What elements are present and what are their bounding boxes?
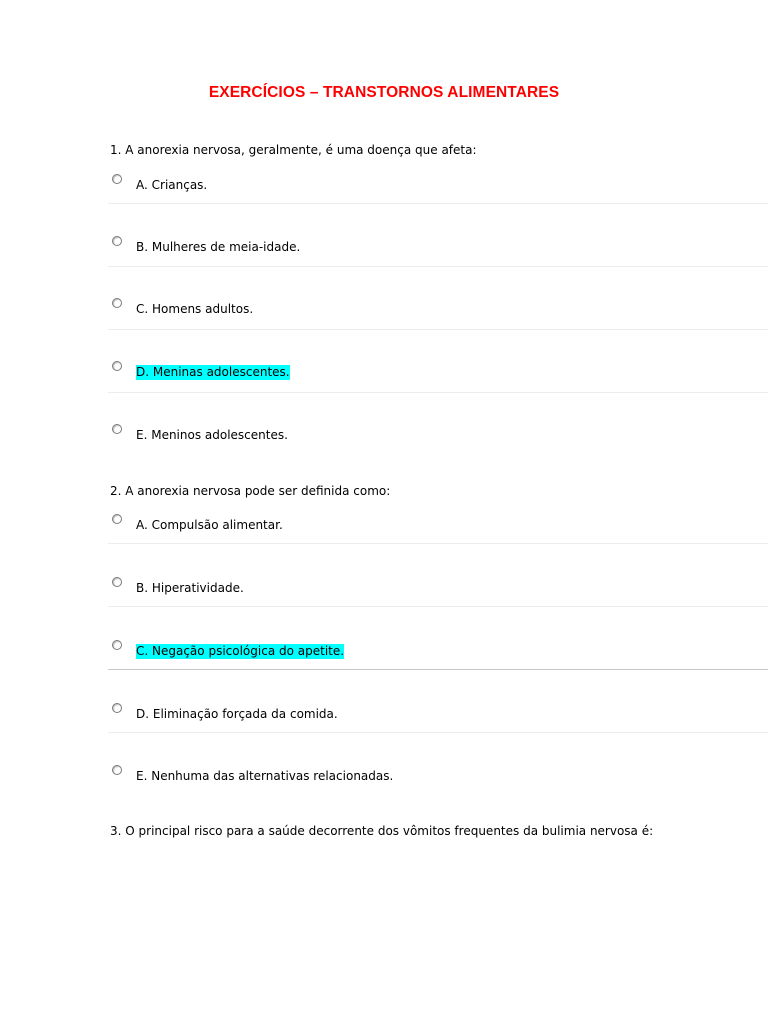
radio-button-icon[interactable] [112, 514, 122, 524]
q1-option-c[interactable] [108, 298, 768, 360]
divider [108, 606, 768, 607]
option-label: B. Hiperatividade. [136, 581, 244, 595]
option-label: A. Compulsão alimentar. [136, 518, 283, 532]
radio-button-icon[interactable] [112, 424, 122, 434]
radio-button-icon[interactable] [112, 640, 122, 650]
q1-option-a[interactable] [108, 174, 768, 236]
radio-button-icon[interactable] [112, 765, 122, 775]
page-title: EXERCÍCIOS – TRANSTORNOS ALIMENTARES [208, 84, 560, 101]
radio-button-icon[interactable] [112, 361, 122, 371]
option-label: C. Homens adultos. [136, 302, 254, 316]
q1-option-d[interactable] [108, 361, 768, 423]
divider [108, 543, 768, 544]
question-2-text: 2. A anorexia nervosa pode ser definida como: [110, 484, 391, 498]
radio-button-icon[interactable] [112, 174, 122, 184]
radio-button-icon[interactable] [112, 577, 122, 587]
option-label: A. Crianças. [136, 178, 208, 192]
q2-option-e[interactable] [108, 765, 768, 827]
option-label-highlighted: C. Negação psicológica do apetite. [136, 644, 345, 658]
q2-option-d[interactable] [108, 703, 768, 765]
question-1-text: 1. A anorexia nervosa, geralmente, é uma doença que afeta: [110, 143, 477, 157]
radio-button-icon[interactable] [112, 298, 122, 308]
option-label-highlighted: D. Meninas adolescentes. [136, 365, 290, 379]
option-label: B. Mulheres de meia-idade. [136, 240, 301, 254]
radio-button-icon[interactable] [112, 236, 122, 246]
q1-option-b[interactable] [108, 236, 768, 298]
radio-button-icon[interactable] [112, 703, 122, 713]
divider [108, 732, 768, 733]
option-label: E. Nenhuma das alternativas relacionadas. [136, 769, 394, 783]
option-label: D. Eliminação forçada da comida. [136, 707, 338, 721]
q1-option-e[interactable] [108, 424, 768, 486]
option-label: E. Meninos adolescentes. [136, 428, 288, 442]
q2-option-c[interactable] [108, 640, 768, 702]
divider [108, 669, 768, 670]
divider [108, 266, 768, 267]
divider [108, 392, 768, 393]
q2-option-a[interactable] [108, 514, 768, 576]
q2-option-b[interactable] [108, 577, 768, 639]
question-3-text: 3. O principal risco para a saúde decorrente dos vômitos frequentes da bulimia nervosa é: [110, 824, 654, 838]
divider [108, 329, 768, 330]
divider [108, 203, 768, 204]
